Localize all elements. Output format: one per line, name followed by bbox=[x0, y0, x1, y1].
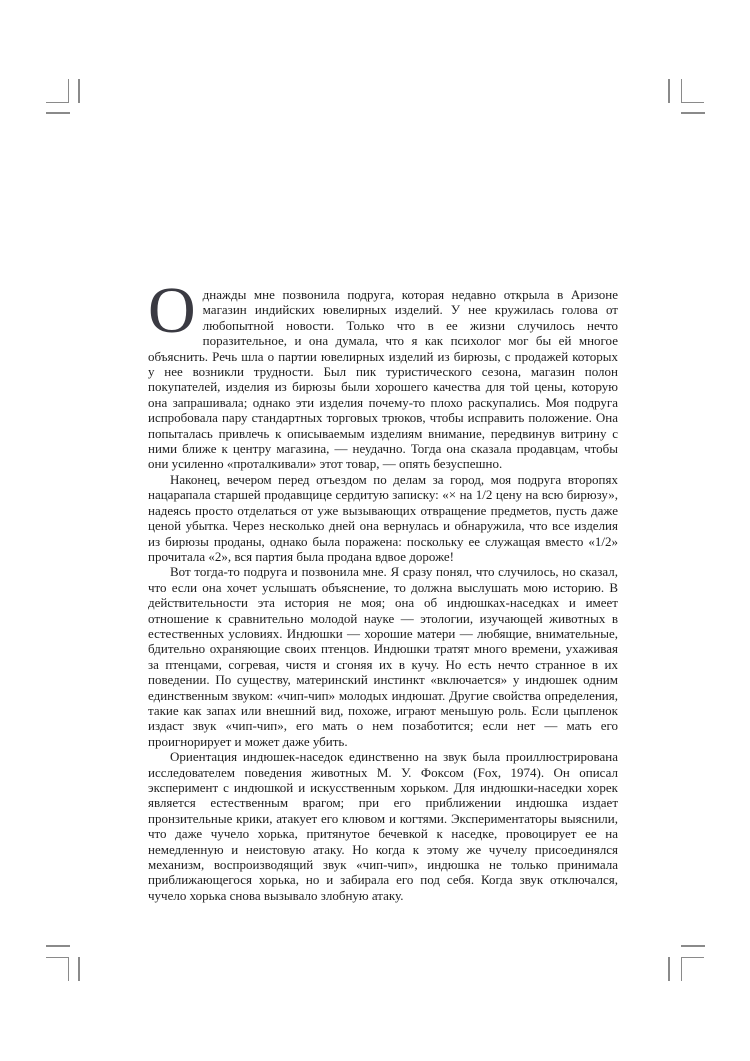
paragraph-text: Ориентация индюшек-наседок единственно на звук была проиллюстрирована исследователем поведения животных М. У. Фоксом (Fox, 1974). Он описал эксперимент с индюшкой и искусственным хорьком. Для индюшки-наседки хорек является естественным врагом; при его приближении индюшка издает пронзительные крики, атакует его клювом и когтями. Экспериментаторы выяснили, что даже чучело хорька, притянутое бечевкой к наседке, провоцирует ее на немедленную и неистовую атаку. Но когда к этому же чучелу присоединялся механизм, воспроизводящий звук «чип-чип», индюшка не только принимала приближающегося хорька, но и забирала его под себя. Когда звук отключался, чучело хорька снова вызывало злобную атаку. bbox=[148, 749, 618, 903]
crop-mark-top-right-horizontal-tick bbox=[681, 112, 705, 114]
paragraph-opening bbox=[148, 274, 618, 472]
paragraph bbox=[148, 564, 618, 749]
crop-mark-top-left-vertical-tick bbox=[78, 79, 80, 103]
crop-mark-top-right-vertical-tick bbox=[668, 79, 670, 103]
paragraph-text: Вот тогда-то подруга и позвонила мне. Я сразу понял, что случилось, но сказал, что если она хочет услышать объяснение, то должна выслушать мою историю. В действительности эта история не моя; она об индюшках-наседках и имеет отношение к сравнительно молодой науке — этологии, изучающей животных в естественных условиях. Индюшки — хорошие матери — любящие, внимательные, бдительно охраняющие своих птенцов. Индюшки тратят много времени, ухаживая за птенцами, согревая, чистя и сгоняя их в кучу. Но есть нечто странное в их поведении. По существу, материнский инстинкт «включается» у индюшек одним единственным звуком: «чип-чип» молодых индюшат. Другие свойства определения, такие как запах или внешний вид, похоже, играют меньшую роль. Если цыпленок издаст звук «чип-чип», его мать о нем позаботится; если нет — мать его проигнорирует и может даже убить. bbox=[148, 564, 618, 749]
paragraph bbox=[148, 749, 618, 903]
crop-mark-bottom-left-bracket bbox=[46, 957, 69, 981]
paragraph-text: Наконец, вечером перед отъездом по делам за город, моя подруга второпях нацарапала старшей продавщице сердитую записку: «× на 1/2 цену на всю бирюзу», надеясь просто отделаться от уже вызывающих отвращение предметов, пусть даже ценой убытка. Через несколько дней она вернулась и обнаружила, что все изделия из бирюзы проданы, однако была поражена: поскольку ее служащая вместо «1/2» прочитала «2», вся партия была продана вдвое дороже! bbox=[148, 471, 618, 564]
crop-mark-top-left-bracket bbox=[46, 79, 69, 103]
crop-mark-bottom-right-vertical-tick bbox=[668, 957, 670, 981]
crop-mark-bottom-left-vertical-tick bbox=[78, 957, 80, 981]
crop-mark-top-right-bracket bbox=[681, 79, 704, 103]
chapter-body-text bbox=[148, 274, 618, 903]
crop-mark-top-left-horizontal-tick bbox=[46, 112, 70, 114]
crop-mark-bottom-left-horizontal-tick bbox=[46, 945, 70, 947]
crop-mark-bottom-right-horizontal-tick bbox=[681, 945, 705, 947]
crop-mark-bottom-right-bracket bbox=[681, 957, 704, 981]
drop-cap-letter: О bbox=[148, 274, 196, 347]
paragraph-text: днажды мне позвонила подруга, которая недавно открыла в Аризоне магазин индийских ювелирных изделий. У нее кружилась голова от любопытной новости. Только что в ее жизни случилось нечто поразительное, и она думала, что я как психолог мог бы ей многое объяснить. Речь шла о партии ювелирных изделий из бирюзы, с продажей которых у нее возникли трудности. Был пик туристического сезона, магазин полон покупателей, изделия из бирюзы были хорошего качества для той цены, которую она запрашивала; однако эти изделия почему-то плохо раскупались. Моя подруга испробовала пару стандартных торговых трюков, чтобы исправить положение. Она попыталась привлечь к описываемым изделиям внимание, передвинув витрину с ними ближе к центру магазина, — неудачно. Тогда она сказала продавцам, чтобы они усиленно «проталкивали» этот товар, — опять безуспешно. bbox=[148, 287, 618, 472]
paragraph bbox=[148, 472, 618, 564]
